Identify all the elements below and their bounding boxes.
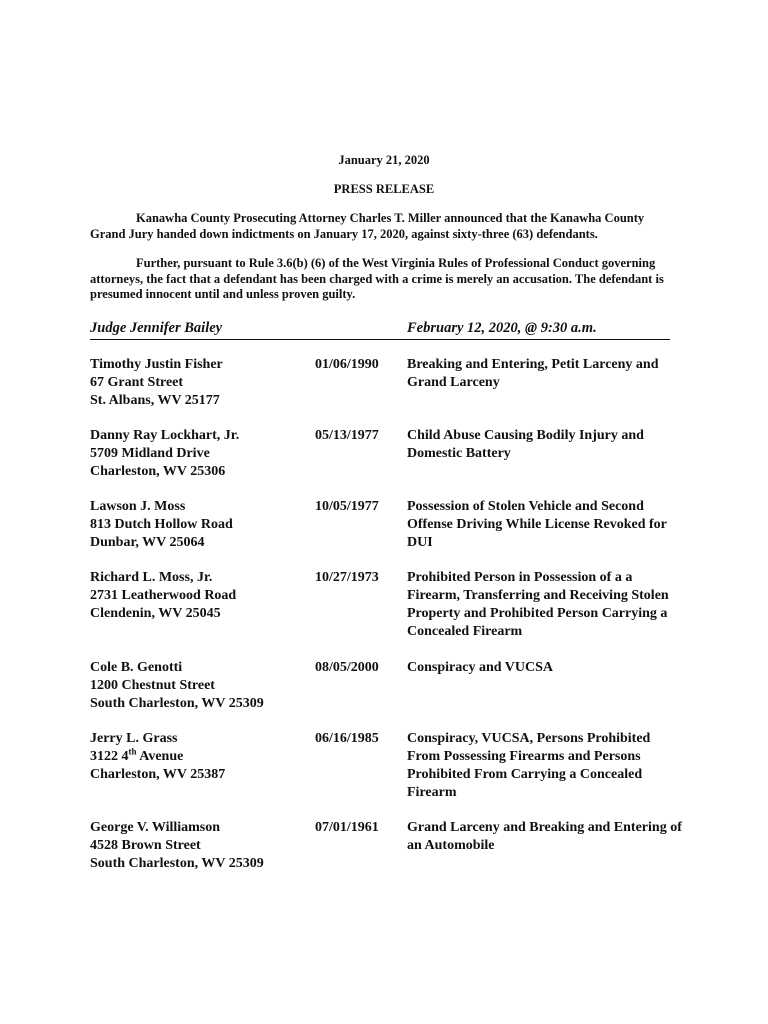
intro-paragraph-text: Kanawha County Prosecuting Attorney Charles T. Miller announced that the Kanawha County Grand Jury handed down indictments on January 17, 2020, against sixty-three (63) defendants.: [90, 211, 645, 241]
street-name: Avenue: [136, 749, 184, 764]
hearing-date: February 12, 2020, @ 9:30 a.m.: [407, 320, 597, 336]
defendant-city: South Charleston, WV 25309: [90, 856, 264, 871]
defendant-name: Lawson J. Moss: [90, 499, 186, 514]
defendant-street: 67 Grant Street: [90, 375, 184, 390]
defendant-info: [90, 659, 315, 713]
judge-header: [90, 320, 670, 340]
defendant-info: [90, 819, 315, 873]
defendant-charges: Conspiracy and VUCSA: [407, 660, 553, 675]
defendant-charges: Child Abuse Causing Bodily Injury and Domestic Battery: [407, 428, 644, 461]
defendant-info: [90, 498, 315, 552]
defendant-street: 2731 Leatherwood Road: [90, 588, 237, 603]
defendant-info: [90, 356, 315, 410]
defendant-name: Cole B. Genotti: [90, 660, 183, 675]
defendant-name: Jerry L. Grass: [90, 731, 178, 746]
release-date: January 21, 2020: [338, 153, 430, 167]
defendant-charges: Breaking and Entering, Petit Larceny and Grand Larceny: [407, 357, 659, 390]
defendant-city: Charleston, WV 25306: [90, 464, 226, 479]
defendant-dob: 01/06/1990: [315, 357, 379, 372]
defendant-dob: 08/05/2000: [315, 660, 379, 675]
defendant-name: Richard L. Moss, Jr.: [90, 570, 213, 585]
defendant-dob: 10/27/1973: [315, 570, 379, 585]
defendant-charges: Grand Larceny and Breaking and Entering of an Automobile: [407, 820, 682, 853]
street-ordinal: th: [128, 746, 137, 757]
street-number: 3122 4: [90, 749, 129, 764]
defendant-street: 5709 Midland Drive: [90, 446, 210, 461]
defendant-city: Clendenin, WV 25045: [90, 606, 221, 621]
disclaimer-paragraph-text: Further, pursuant to Rule 3.6(b) (6) of the West Virginia Rules of Professional Conduct governing attorneys, the fact that a defendant has been charged with a crime is merely an accusation. The defendant is presumed innocent until and unless proven guilty.: [90, 256, 664, 301]
defendant-dob: 06/16/1985: [315, 731, 379, 746]
defendant-info: [90, 427, 315, 481]
defendant-dob: 05/13/1977: [315, 428, 379, 443]
defendant-dob: 10/05/1977: [315, 499, 379, 514]
defendant-street: [90, 748, 315, 766]
defendant-city: Dunbar, WV 25064: [90, 535, 205, 550]
defendant-city: St. Albans, WV 25177: [90, 393, 220, 408]
disclaimer-paragraph: [90, 256, 680, 303]
defendant-street: 1200 Chestnut Street: [90, 678, 215, 693]
defendant-info: [90, 569, 315, 623]
defendant-charges: Prohibited Person in Possession of a a Firearm, Transferring and Receiving Stolen Property and Prohibited Person Carrying a Concealed Firearm: [407, 570, 669, 639]
press-release-title: PRESS RELEASE: [333, 182, 435, 196]
defendant-dob: 07/01/1961: [315, 820, 379, 835]
defendant-name: George V. Williamson: [90, 820, 221, 835]
defendant-charges: Conspiracy, VUCSA, Persons Prohibited From Possessing Firearms and Persons Prohibited From Carrying a Concealed Firearm: [407, 731, 651, 800]
judge-name: Judge Jennifer Bailey: [90, 320, 223, 336]
defendant-street: 813 Dutch Hollow Road: [90, 517, 233, 532]
defendant-charges: Possession of Stolen Vehicle and Second Offense Driving While License Revoked for DUI: [407, 499, 667, 550]
intro-paragraph: [90, 211, 680, 242]
defendant-name: Danny Ray Lockhart, Jr.: [90, 428, 240, 443]
defendant-street: 4528 Brown Street: [90, 838, 201, 853]
defendant-name: Timothy Justin Fisher: [90, 357, 223, 372]
defendant-info: [90, 730, 315, 784]
defendant-city: Charleston, WV 25387: [90, 767, 226, 782]
defendant-city: South Charleston, WV 25309: [90, 696, 264, 711]
